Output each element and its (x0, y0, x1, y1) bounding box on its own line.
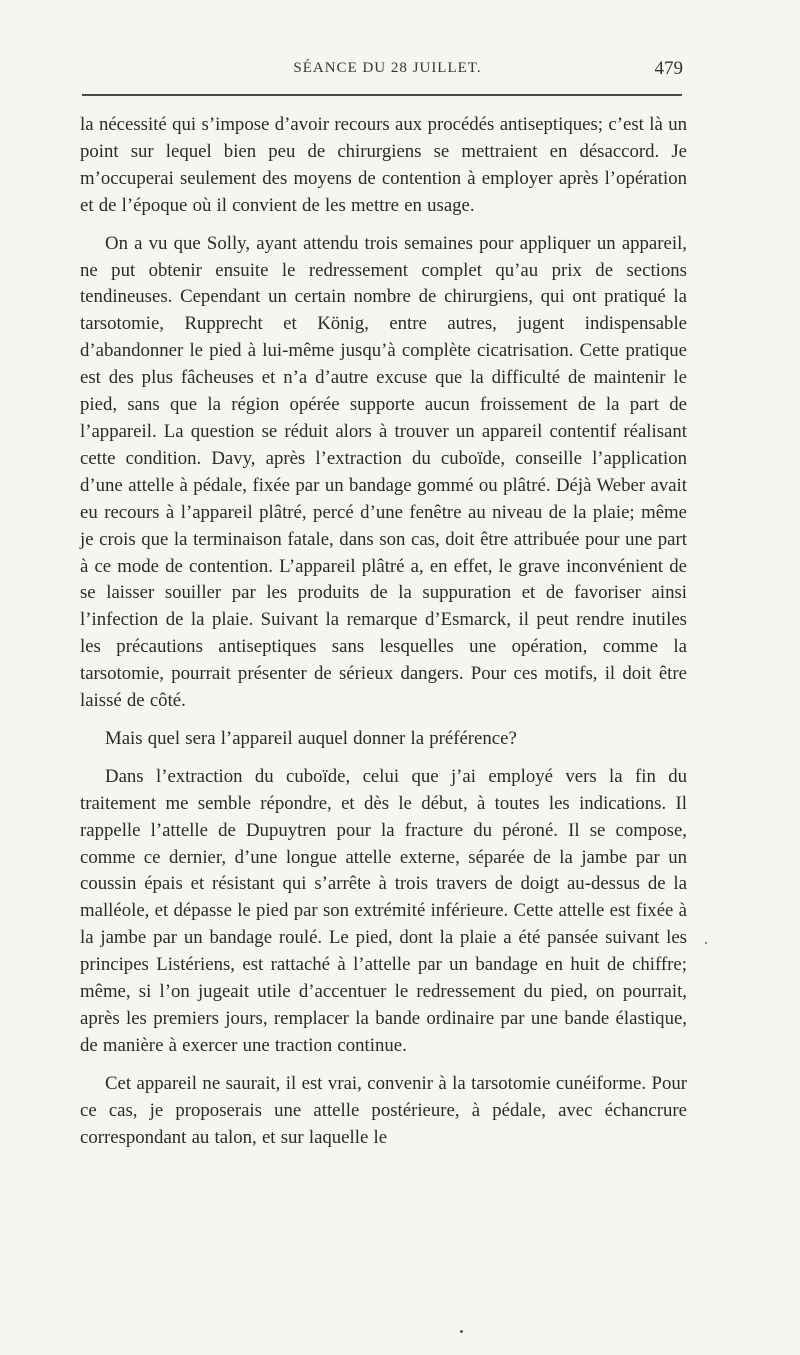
paragraph-solly: On a vu que Solly, ayant attendu trois semaines pour appliquer un appareil, ne put obtenir ensuite le redressement complet qu’au prix de sections tendineuses. Cependant un certain nombre de chirurgiens, qui ont pratiqué la tarsotomie, Rupprecht et König, entre autres, jugent indispensable d’abandonner le pied à lui-même jusqu’à complète cicatrisation. Cette pratique est des plus fâcheuses et n’a d’autre excuse que la difficulté de maintenir le pied, sans que la région opérée supporte aucun froissement de la part de l’appareil. La question se réduit alors à trouver un appareil contentif réalisant cette condition. Davy, après l’extraction du cuboïde, conseille l’application d’une attelle à pédale, fixée par un bandage gommé ou plâtré. Déjà Weber avait eu recours à l’appareil plâtré, percé d’une fenêtre au niveau de la plaie; même je crois que la terminaison fatale, dans son cas, doit être attribuée pour une part à ce mode de contention. L’appareil plâtré a, en effet, le grave inconvénient de se laisser souiller par les produits de la suppuration et de favoriser ainsi l’infection de la plaie. Suivant la remarque d’Esmarck, il peut rendre inutiles les précautions antiseptiques sans lesquelles une opération, comme la tarsotomie, pourrait présenter de sérieux dangers. Pour ces motifs, il doit être laissé de côté. (80, 232, 687, 712)
ink-speck (460, 1330, 463, 1333)
header-rule (82, 94, 682, 96)
body-text (80, 112, 687, 1152)
paragraph-continuation: la nécessité qui s’impose d’avoir recours aux procédés antiseptiques; c’est là un point sur lequel bien peu de chirurgiens se mettraient en désaccord. Je m’occuperai seulement des moyens de contention à employer après l’opération et de l’époque où il convient de les mettre en usage. (80, 114, 687, 216)
paragraph-question: Mais quel sera l’appareil auquel donner la préférence? (105, 727, 517, 749)
paragraph-cuboide: Dans l’extraction du cuboïde, celui que j’ai employé vers la fin du traitement me semble répondre, et dès le début, à toutes les indications. Il rappelle l’attelle de Dupuytren pour la fracture du péroné. Il se compose, comme ce dernier, d’une longue attelle externe, séparée de la jambe par un coussin épais et résistant qui s’arrête à trois travers de doigt au-dessus de la malléole, et dépasse le pied par son extrémité inférieure. Cette attelle est fixée à la jambe par un bandage roulé. Le pied, dont la plaie a été pansée suivant les principes Listériens, est rattaché à l’attelle par un bandage en huit de chiffre; même, si l’on jugeait utile d’accentuer le redressement du pied, on pourrait, après les premiers jours, remplacer la bande ordinaire par une bande élastique, de manière à exercer une traction continue. (80, 765, 687, 1056)
running-head (80, 60, 695, 86)
paragraph-tarsotomie: Cet appareil ne saurait, il est vrai, convenir à la tarsotomie cunéiforme. Pour ce cas, je proposerais une attelle postérieure, à pédale, avec échancrure correspondant au talon, et sur laquelle le (80, 1072, 687, 1148)
ink-speck (705, 942, 707, 944)
running-head-title: SÉANCE DU 28 JUILLET. (293, 60, 482, 76)
page-number: 479 (654, 58, 683, 79)
